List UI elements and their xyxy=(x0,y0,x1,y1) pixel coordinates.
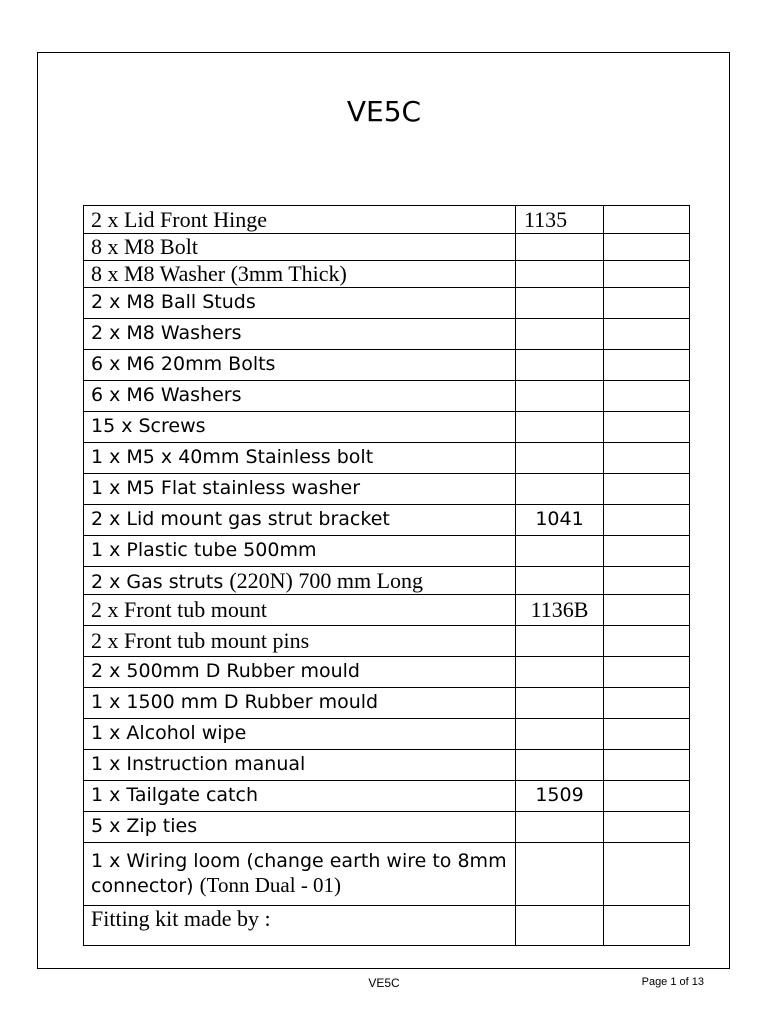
part-number-cell: 1136B xyxy=(516,595,604,626)
part-number-cell: 1041 xyxy=(516,505,604,536)
part-number-cell xyxy=(516,688,604,719)
item-cell xyxy=(84,567,516,595)
item-text-tail: (Tonn Dual - 01) xyxy=(199,872,342,897)
table-row xyxy=(84,443,690,474)
item-cell: 2 x M8 Washers xyxy=(84,319,516,350)
table-row xyxy=(84,381,690,412)
check-cell xyxy=(604,719,690,750)
table-row xyxy=(84,412,690,443)
table-row xyxy=(84,719,690,750)
footer-page-number: Page 1 of 13 xyxy=(641,976,704,988)
check-cell xyxy=(604,474,690,505)
table-row xyxy=(84,288,690,319)
part-number-cell xyxy=(516,906,604,946)
table-row xyxy=(84,906,690,946)
table-row xyxy=(84,206,690,234)
table-row xyxy=(84,781,690,812)
table-row xyxy=(84,657,690,688)
table-row xyxy=(84,261,690,288)
item-text: 1 x Wiring loom (change earth wire to 8mm connector) xyxy=(91,849,507,897)
check-cell xyxy=(604,626,690,657)
part-number-cell xyxy=(516,812,604,843)
part-number-cell xyxy=(516,234,604,261)
item-cell: 2 x M8 Ball Studs xyxy=(84,288,516,319)
item-cell: 2 x Lid Front Hinge xyxy=(84,206,516,234)
check-cell xyxy=(604,350,690,381)
check-cell xyxy=(604,412,690,443)
check-cell xyxy=(604,288,690,319)
item-cell: 1 x 1500 mm D Rubber mould xyxy=(84,688,516,719)
item-cell: 1 x Plastic tube 500mm xyxy=(84,536,516,567)
table-row xyxy=(84,474,690,505)
item-cell: 8 x M8 Bolt xyxy=(84,234,516,261)
check-cell xyxy=(604,234,690,261)
check-cell xyxy=(604,657,690,688)
document-title: VE5C xyxy=(346,95,422,128)
check-cell xyxy=(604,536,690,567)
item-cell: 1 x Tailgate catch xyxy=(84,781,516,812)
part-number-cell: 1135 xyxy=(516,206,604,234)
item-cell: 6 x M6 20mm Bolts xyxy=(84,350,516,381)
part-number-cell xyxy=(516,319,604,350)
part-number-cell xyxy=(516,474,604,505)
check-cell xyxy=(604,812,690,843)
check-cell xyxy=(604,567,690,595)
item-cell: 8 x M8 Washer (3mm Thick) xyxy=(84,261,516,288)
check-cell xyxy=(604,206,690,234)
item-cell: 1 x M5 Flat stainless washer xyxy=(84,474,516,505)
item-cell: 2 x 500mm D Rubber mould xyxy=(84,657,516,688)
check-cell xyxy=(604,688,690,719)
check-cell xyxy=(604,906,690,946)
check-cell xyxy=(604,750,690,781)
check-cell xyxy=(604,319,690,350)
part-number-cell xyxy=(516,381,604,412)
item-cell: 1 x M5 x 40mm Stainless bolt xyxy=(84,443,516,474)
table-row xyxy=(84,595,690,626)
table-row xyxy=(84,319,690,350)
part-number-cell xyxy=(516,536,604,567)
item-cell: 6 x M6 Washers xyxy=(84,381,516,412)
table-row xyxy=(84,626,690,657)
item-cell: 1 x Alcohol wipe xyxy=(84,719,516,750)
part-number-cell xyxy=(516,412,604,443)
item-cell: 5 x Zip ties xyxy=(84,812,516,843)
table-row xyxy=(84,234,690,261)
part-number-cell xyxy=(516,261,604,288)
part-number-cell xyxy=(516,350,604,381)
item-cell: Fitting kit made by : xyxy=(84,906,516,946)
check-cell xyxy=(604,505,690,536)
part-number-cell xyxy=(516,443,604,474)
table-row xyxy=(84,350,690,381)
part-number-cell xyxy=(516,657,604,688)
check-cell xyxy=(604,261,690,288)
footer-doc-name: VE5C xyxy=(368,976,400,990)
item-cell: 15 x Screws xyxy=(84,412,516,443)
part-number-cell xyxy=(516,843,604,906)
part-number-cell xyxy=(516,626,604,657)
check-cell xyxy=(604,443,690,474)
check-cell xyxy=(604,843,690,906)
check-cell xyxy=(604,381,690,412)
item-text: 2 x Gas struts xyxy=(91,570,224,593)
table-row xyxy=(84,536,690,567)
part-number-cell xyxy=(516,719,604,750)
table-row xyxy=(84,750,690,781)
item-cell: 2 x Front tub mount pins xyxy=(84,626,516,657)
item-cell xyxy=(84,843,516,906)
item-text-tail: (220N) 700 mm Long xyxy=(229,567,424,593)
part-number-cell xyxy=(516,567,604,595)
part-number-cell xyxy=(516,288,604,319)
item-cell: 1 x Instruction manual xyxy=(84,750,516,781)
table-row xyxy=(84,843,690,906)
part-number-cell xyxy=(516,750,604,781)
table-row xyxy=(84,505,690,536)
check-cell xyxy=(604,781,690,812)
parts-table xyxy=(83,205,690,946)
table-row xyxy=(84,567,690,595)
check-cell xyxy=(604,595,690,626)
part-number-cell: 1509 xyxy=(516,781,604,812)
item-cell: 2 x Lid mount gas strut bracket xyxy=(84,505,516,536)
table-row xyxy=(84,812,690,843)
item-cell: 2 x Front tub mount xyxy=(84,595,516,626)
table-row xyxy=(84,688,690,719)
